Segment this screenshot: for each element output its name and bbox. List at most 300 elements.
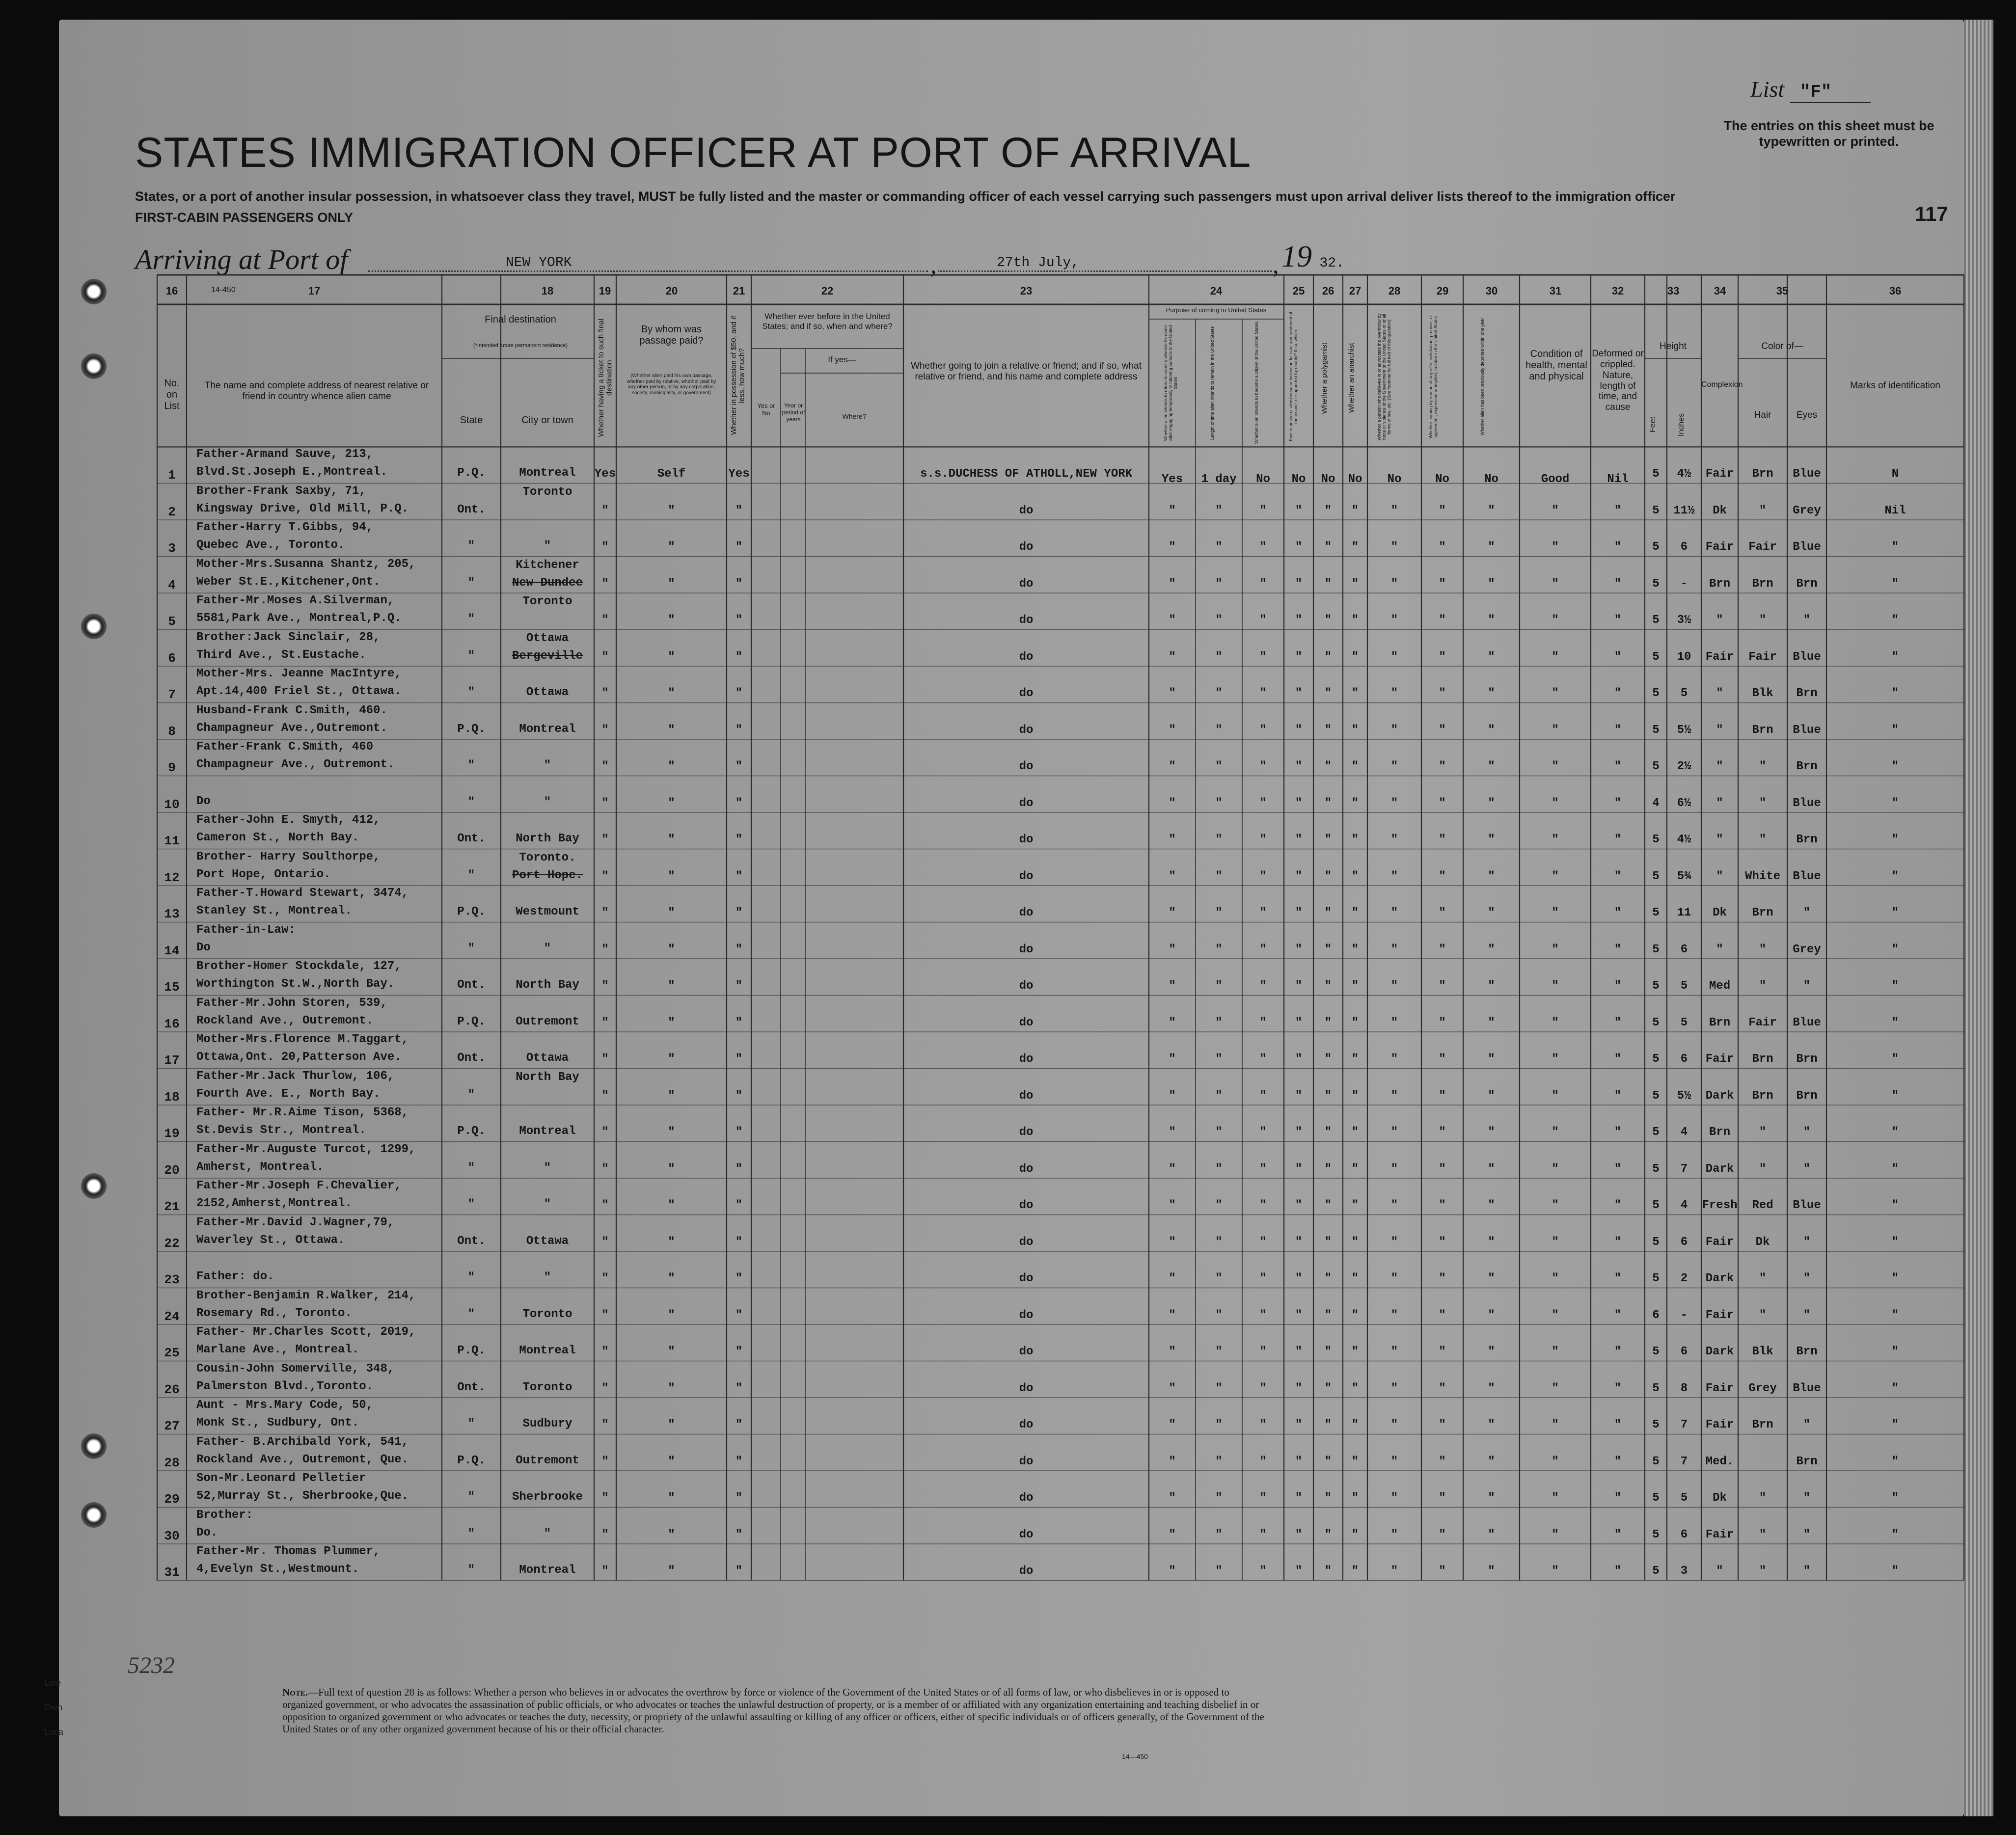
fifty-cell: " <box>735 1381 743 1395</box>
overthrow-cell: " <box>1390 796 1398 810</box>
list-value: "F" <box>1790 82 1871 103</box>
purpose-citizen-cell: " <box>1259 650 1267 664</box>
purpose-length-cell: " <box>1215 1016 1223 1029</box>
deformed-cell: " <box>1614 1455 1622 1468</box>
relative-line-2: Weber St.E.,Kitchener,Ont. <box>196 575 381 589</box>
city-line-2: Ottawa <box>526 1234 569 1248</box>
ticket-cell: " <box>601 833 609 846</box>
prison-cell: " <box>1295 1528 1303 1541</box>
contract-cell: " <box>1439 1016 1446 1029</box>
city-line-2: Port Hope. <box>512 868 583 882</box>
anarchist-cell: " <box>1351 1162 1359 1176</box>
inches-cell: 6 <box>1680 1528 1688 1541</box>
relative-line-2: Amherst, Montreal. <box>196 1160 324 1174</box>
anarchist-cell: No <box>1348 473 1362 486</box>
hair-cell: Brn <box>1752 723 1773 737</box>
purpose-length-cell: " <box>1215 1491 1223 1505</box>
purpose-length-cell: " <box>1215 1345 1223 1358</box>
deported-cell: " <box>1488 1126 1495 1139</box>
eyes-cell: " <box>1803 1565 1811 1578</box>
prison-cell: " <box>1295 906 1303 919</box>
inches-cell: 11½ <box>1673 504 1695 517</box>
relative-line-2: Blvd.St.Joseph E.,Montreal. <box>196 465 387 479</box>
joining-cell: do <box>1019 540 1034 554</box>
fifty-cell: " <box>735 1199 743 1212</box>
relative-line-1: Brother: <box>196 1508 253 1522</box>
row-number: 9 <box>168 760 176 775</box>
anarchist-cell: " <box>1351 614 1359 627</box>
deported-cell: " <box>1488 1455 1495 1468</box>
feet-cell: 5 <box>1652 760 1660 773</box>
ticket-cell: " <box>601 1052 609 1066</box>
deported-cell: " <box>1488 906 1495 919</box>
paid-cell: " <box>668 1052 675 1066</box>
contract-cell: " <box>1439 504 1446 517</box>
marks-cell: " <box>1891 760 1899 773</box>
joining-cell: do <box>1019 906 1034 919</box>
anarchist-cell: " <box>1351 1016 1359 1029</box>
feet-cell: 5 <box>1652 1162 1660 1176</box>
relative-line-2: Do <box>196 794 211 808</box>
purpose-length-cell: " <box>1215 760 1223 773</box>
health-cell: " <box>1552 1565 1559 1578</box>
ticket-cell: " <box>601 1381 609 1395</box>
state-cell: " <box>467 1417 475 1430</box>
purpose-return-cell: " <box>1169 1272 1176 1285</box>
row-number: 28 <box>164 1455 180 1470</box>
relative-line-2: Third Ave., St.Eustache. <box>196 648 366 662</box>
fifty-cell: " <box>735 943 743 956</box>
fifty-cell: " <box>735 504 743 517</box>
column-number: 24 <box>1210 285 1223 297</box>
purpose-length-cell: " <box>1215 1308 1223 1322</box>
inches-cell: 2 <box>1680 1272 1688 1285</box>
inches-cell: 2½ <box>1677 760 1691 773</box>
purpose-length-cell: " <box>1215 869 1223 883</box>
purpose-return-cell: " <box>1169 869 1176 883</box>
marks-cell: " <box>1891 1308 1899 1322</box>
polygamist-cell: " <box>1324 1126 1332 1139</box>
polygamist-cell: " <box>1324 869 1332 883</box>
ticket-cell: " <box>601 1199 609 1212</box>
inches-cell: 3 <box>1680 1565 1688 1578</box>
complexion-cell: Dk <box>1713 1491 1727 1505</box>
marks-cell: " <box>1891 1418 1899 1431</box>
ticket-cell: " <box>601 1089 609 1103</box>
health-cell: " <box>1552 1235 1559 1249</box>
relative-line-2: Worthington St.W.,North Bay. <box>196 977 395 991</box>
purpose-citizen-cell: " <box>1259 577 1267 591</box>
city-line-1: Kitchener <box>516 558 579 572</box>
relative-line-2: Cameron St., North Bay. <box>196 831 359 844</box>
law-text: States, or a port of another insular possession, in whatsoever class they travel, MUST be fully listed and the master or commanding officer of each vessel carrying such passengers must upon arrival deliver lists thereof to the immigration officer <box>135 189 1676 204</box>
eyes-cell: Brn <box>1796 760 1818 773</box>
relative-line-2: Do <box>196 941 211 954</box>
purpose-citizen-cell: " <box>1259 796 1267 810</box>
health-cell: " <box>1552 906 1559 919</box>
purpose-length-cell: " <box>1215 1235 1223 1249</box>
complexion-cell: Fair <box>1705 1418 1734 1431</box>
column-number: 26 <box>1322 285 1335 297</box>
purpose-return-cell: " <box>1169 1089 1176 1103</box>
column-number: 22 <box>821 285 834 297</box>
feet-cell: 5 <box>1652 1565 1660 1578</box>
city-line-2: Montreal <box>519 722 576 736</box>
purpose-citizen-cell: " <box>1259 540 1267 554</box>
feet-cell: 5 <box>1652 577 1660 591</box>
feet-cell: 5 <box>1652 1089 1660 1103</box>
overthrow-cell: " <box>1390 1162 1398 1176</box>
city-line-2: Montreal <box>519 466 576 480</box>
purpose-citizen-cell: " <box>1259 687 1267 700</box>
relative-line-1: Father-Mr.Joseph F.Chevalier, <box>196 1179 402 1192</box>
joining-cell: do <box>1019 943 1034 956</box>
hair-cell: " <box>1759 796 1767 810</box>
feet-cell: 5 <box>1652 1345 1660 1358</box>
contract-cell: " <box>1439 760 1446 773</box>
city-line-2: Sudbury <box>522 1417 572 1430</box>
eyes-cell: " <box>1803 1126 1811 1139</box>
relative-line-2: Rockland Ave., Outremont. <box>196 1014 374 1027</box>
purpose-length-cell: " <box>1215 1418 1223 1431</box>
paid-cell: " <box>668 1455 675 1468</box>
purpose-citizen-cell: " <box>1259 1418 1267 1431</box>
feet-cell: 5 <box>1652 1016 1660 1029</box>
contract-cell: " <box>1439 943 1446 956</box>
health-cell: " <box>1552 796 1559 810</box>
deformed-cell: " <box>1614 540 1622 554</box>
header-c29: Whether coming by reason of any offer, solicitation, promise, or agreement, expressed or implied, to labor in the United States <box>1428 315 1438 439</box>
row-number: 30 <box>164 1528 180 1543</box>
overthrow-cell: " <box>1390 540 1398 554</box>
feet-cell: 5 <box>1652 723 1660 737</box>
purpose-citizen-cell: " <box>1259 1528 1267 1541</box>
deported-cell: " <box>1488 1199 1495 1212</box>
relative-line-1: Father- Mr.Charles Scott, 2019, <box>196 1325 416 1339</box>
row-number: 16 <box>164 1016 180 1031</box>
deported-cell: " <box>1488 577 1495 591</box>
joining-cell: do <box>1019 1418 1034 1431</box>
column-number: 35 <box>1776 285 1789 297</box>
column-number: 27 <box>1349 285 1362 297</box>
row-number: 19 <box>164 1126 180 1141</box>
overthrow-cell: " <box>1390 614 1398 627</box>
relative-line-1: Father-Mr.Moses A.Silverman, <box>196 594 395 607</box>
state-cell: " <box>467 1271 475 1284</box>
arriving-label: Arriving at Port of <box>135 243 348 275</box>
margin-word: Own <box>44 1702 63 1712</box>
overthrow-cell: " <box>1390 723 1398 737</box>
paid-cell: " <box>668 906 675 919</box>
row-number: 4 <box>168 577 176 593</box>
joining-cell: s.s.DUCHESS OF ATHOLL,NEW YORK <box>920 467 1133 481</box>
deformed-cell: " <box>1614 1528 1622 1541</box>
joining-cell: do <box>1019 614 1034 627</box>
eyes-cell: Brn <box>1796 1089 1818 1103</box>
deported-cell: " <box>1488 1528 1495 1541</box>
marks-cell: " <box>1891 1381 1899 1395</box>
state-cell: " <box>467 1490 475 1504</box>
header-no-on-list: No. on List <box>164 378 180 411</box>
overthrow-cell: " <box>1390 1455 1398 1468</box>
health-cell: " <box>1552 1199 1559 1212</box>
ticket-cell: " <box>601 1162 609 1176</box>
fifty-cell: " <box>735 723 743 737</box>
complexion-cell: Dk <box>1713 906 1727 919</box>
complexion-cell: " <box>1716 943 1723 956</box>
fifty-cell: " <box>735 1491 743 1505</box>
joining-cell: do <box>1019 1565 1034 1578</box>
column-number: 31 <box>1549 285 1562 297</box>
anarchist-cell: " <box>1351 723 1359 737</box>
city-line-2: " <box>544 1527 551 1540</box>
joining-cell: do <box>1019 760 1034 773</box>
relative-line-2: Palmerston Blvd.,Toronto. <box>196 1379 374 1393</box>
row-number: 7 <box>168 687 176 702</box>
marks-cell: " <box>1891 1272 1899 1285</box>
relative-line-2: Marlane Ave., Montreal. <box>196 1343 359 1356</box>
purpose-length-cell: " <box>1215 1565 1223 1578</box>
relative-line-1: Brother:Jack Sinclair, 28, <box>196 630 381 644</box>
complexion-cell: " <box>1716 760 1723 773</box>
contract-cell: " <box>1439 1126 1446 1139</box>
eyes-cell: Brn <box>1796 1455 1818 1468</box>
deformed-cell: " <box>1614 1308 1622 1322</box>
city-line-2: Ottawa <box>526 686 569 699</box>
polygamist-cell: " <box>1324 1052 1332 1066</box>
polygamist-cell: " <box>1324 796 1332 810</box>
prison-cell: " <box>1295 1308 1303 1322</box>
ticket-cell: " <box>601 1126 609 1139</box>
eyes-cell: " <box>1803 906 1811 919</box>
feet-cell: 5 <box>1652 1235 1660 1249</box>
state-cell: P.Q. <box>457 1344 486 1357</box>
paid-cell: " <box>668 1272 675 1285</box>
deformed-cell: " <box>1614 1162 1622 1176</box>
complexion-cell: Dark <box>1705 1345 1734 1358</box>
prison-cell: No <box>1291 473 1306 486</box>
anarchist-cell: " <box>1351 1491 1359 1505</box>
state-cell: P.Q. <box>457 1015 486 1028</box>
relative-line-2: Do. <box>196 1526 218 1539</box>
relative-line-1: Father-T.Howard Stewart, 3474, <box>196 887 409 900</box>
page-title: STATES IMMIGRATION OFFICER AT PORT OF ARRIVAL <box>135 129 1252 176</box>
fifty-cell: " <box>735 979 743 993</box>
overthrow-cell: " <box>1390 1016 1398 1029</box>
city-line-1: Ottawa <box>526 631 569 645</box>
fifty-cell: " <box>735 540 743 554</box>
purpose-length-cell: " <box>1215 723 1223 737</box>
ticket-cell: " <box>601 796 609 810</box>
polygamist-cell: " <box>1324 1345 1332 1358</box>
feet-cell: 5 <box>1652 869 1660 883</box>
complexion-cell: " <box>1716 869 1723 883</box>
deformed-cell: " <box>1614 687 1622 700</box>
row-number: 17 <box>164 1053 180 1068</box>
fifty-cell: " <box>735 1089 743 1103</box>
header-passage-note: (Whether alien paid his own passage, whether paid by relative, whether paid by any other person, or by any corporation, society, municipality, or government) <box>627 373 716 396</box>
header-state: State <box>460 415 483 426</box>
anarchist-cell: " <box>1351 1235 1359 1249</box>
prison-cell: " <box>1295 1199 1303 1212</box>
deformed-cell: " <box>1614 1199 1622 1212</box>
comma: , <box>930 251 937 278</box>
relative-line-2: 52,Murray St., Sherbrooke,Que. <box>196 1489 409 1503</box>
eyes-cell: Blue <box>1793 1381 1821 1395</box>
header-c28: Whether a person who believes in or advocates the overthrow by force or violence of the Government of the United States or of all forms of law, etc. (See footnote for full text of this question) <box>1377 313 1391 440</box>
contract-cell: " <box>1439 1235 1446 1249</box>
hair-cell: Dk <box>1755 1235 1770 1249</box>
hair-cell: Brn <box>1752 467 1773 481</box>
purpose-return-cell: Yes <box>1161 473 1183 486</box>
port-field: NEW YORK <box>368 255 928 272</box>
purpose-citizen-cell: " <box>1259 833 1267 846</box>
state-cell: " <box>467 686 475 699</box>
column-number: 18 <box>541 285 554 297</box>
relative-line-2: St.Devis Str., Montreal. <box>196 1124 366 1137</box>
header-c27: Whether an anarchist <box>1347 343 1356 413</box>
polygamist-cell: " <box>1324 1272 1332 1285</box>
relative-line-1: Brother-Benjamin R.Walker, 214, <box>196 1289 416 1302</box>
purpose-return-cell: " <box>1169 1381 1176 1395</box>
relative-line-1: Father-Harry T.Gibbs, 94, <box>196 521 374 534</box>
form-number-footer: 14—450 <box>1122 1753 1148 1760</box>
marks-cell: " <box>1891 906 1899 919</box>
contract-cell: " <box>1439 1308 1446 1322</box>
prison-cell: " <box>1295 1345 1303 1358</box>
contract-cell: " <box>1439 650 1446 664</box>
ticket-cell: " <box>601 1272 609 1285</box>
inches-cell: 4½ <box>1677 833 1691 846</box>
row-number: 31 <box>164 1565 180 1580</box>
purpose-return-cell: " <box>1169 943 1176 956</box>
contract-cell: " <box>1439 1491 1446 1505</box>
deported-cell: " <box>1488 1235 1495 1249</box>
health-cell: " <box>1552 1016 1559 1029</box>
prison-cell: " <box>1295 723 1303 737</box>
hair-cell: " <box>1759 1565 1767 1578</box>
city-line-1: Toronto <box>522 595 572 608</box>
paid-cell: " <box>668 1308 675 1322</box>
eyes-cell: Blue <box>1793 467 1821 481</box>
joining-cell: do <box>1019 504 1034 517</box>
purpose-return-cell: " <box>1169 833 1176 846</box>
row-number: 25 <box>164 1346 180 1360</box>
marks-cell: " <box>1891 1528 1899 1541</box>
inches-cell: 7 <box>1680 1418 1688 1431</box>
complexion-cell: " <box>1716 614 1723 627</box>
paid-cell: " <box>668 1199 675 1212</box>
joining-cell: do <box>1019 1235 1034 1249</box>
relative-line-1: Father- B.Archibald York, 541, <box>196 1435 409 1449</box>
city-line-2: Toronto <box>522 1307 572 1321</box>
deformed-cell: " <box>1614 1052 1622 1066</box>
fifty-cell: " <box>735 650 743 664</box>
health-cell: " <box>1552 650 1559 664</box>
header-ticket: Whether having a ticket to such final destination <box>597 319 614 437</box>
fifty-cell: " <box>735 1052 743 1066</box>
inches-cell: 8 <box>1680 1381 1688 1395</box>
joining-cell: do <box>1019 687 1034 700</box>
hair-cell: " <box>1759 943 1767 956</box>
marks-cell: " <box>1891 1162 1899 1176</box>
overthrow-cell: " <box>1390 1528 1398 1541</box>
feet-cell: 5 <box>1652 1491 1660 1505</box>
header-height: Height <box>1660 341 1687 351</box>
purpose-citizen-cell: " <box>1259 760 1267 773</box>
inches-cell: 6 <box>1680 1235 1688 1249</box>
inches-cell: 5 <box>1680 1491 1688 1505</box>
feet-cell: 5 <box>1652 1528 1660 1541</box>
prison-cell: " <box>1295 1126 1303 1139</box>
column-number: 29 <box>1436 285 1449 297</box>
anarchist-cell: " <box>1351 906 1359 919</box>
header-purpose: Purpose of coming to United States <box>1166 306 1267 314</box>
city-line-2: " <box>544 540 551 553</box>
city-line-2: Sherbrooke <box>512 1490 583 1504</box>
paid-cell: " <box>668 1491 675 1505</box>
hair-cell: " <box>1759 1491 1767 1505</box>
purpose-length-cell: " <box>1215 796 1223 810</box>
fifty-cell: " <box>735 1016 743 1029</box>
marks-cell: " <box>1891 1491 1899 1505</box>
complexion-cell: Brn <box>1709 577 1731 591</box>
purpose-length-cell: " <box>1215 1528 1223 1541</box>
hair-cell: " <box>1759 1308 1767 1322</box>
overthrow-cell: " <box>1390 504 1398 517</box>
city-line-1: Toronto. <box>519 851 576 864</box>
ticket-cell: " <box>601 1491 609 1505</box>
paid-cell: " <box>668 833 675 846</box>
state-cell: " <box>467 942 475 955</box>
header-c31: Condition of health, mental and physical <box>1526 349 1587 382</box>
row-number: 26 <box>164 1382 180 1397</box>
contract-cell: " <box>1439 1052 1446 1066</box>
page-edge <box>1964 20 1993 1816</box>
inches-cell: 7 <box>1680 1455 1688 1468</box>
fifty-cell: " <box>735 1235 743 1249</box>
eyes-cell: Grey <box>1793 943 1821 956</box>
deported-cell: " <box>1488 943 1495 956</box>
contract-cell: " <box>1439 723 1446 737</box>
marks-cell: Nil <box>1884 504 1906 517</box>
health-cell: " <box>1552 577 1559 591</box>
health-cell: " <box>1552 687 1559 700</box>
deported-cell: " <box>1488 687 1495 700</box>
overthrow-cell: " <box>1390 687 1398 700</box>
contract-cell: " <box>1439 1089 1446 1103</box>
purpose-return-cell: " <box>1169 614 1176 627</box>
purpose-length-cell: " <box>1215 1199 1223 1212</box>
hair-cell: " <box>1759 1126 1767 1139</box>
feet-cell: 5 <box>1652 1126 1660 1139</box>
eyes-cell: " <box>1803 1272 1811 1285</box>
feet-cell: 5 <box>1652 687 1660 700</box>
anarchist-cell: " <box>1351 1418 1359 1431</box>
overthrow-cell: " <box>1390 1199 1398 1212</box>
ticket-cell: " <box>601 979 609 993</box>
state-cell: " <box>467 1307 475 1321</box>
eyes-cell: " <box>1803 1528 1811 1541</box>
purpose-return-cell: " <box>1169 1455 1176 1468</box>
paid-cell: " <box>668 943 675 956</box>
relative-line-1: Father-Mr.John Storen, 539, <box>196 996 387 1010</box>
header-final-destination-note: (*Intended future permanent residence) <box>473 343 568 349</box>
prison-cell: " <box>1295 760 1303 773</box>
column-number: 28 <box>1388 285 1401 297</box>
row-number: 1 <box>168 468 176 483</box>
relative-line-2: 4,Evelyn St.,Westmount. <box>196 1563 359 1576</box>
